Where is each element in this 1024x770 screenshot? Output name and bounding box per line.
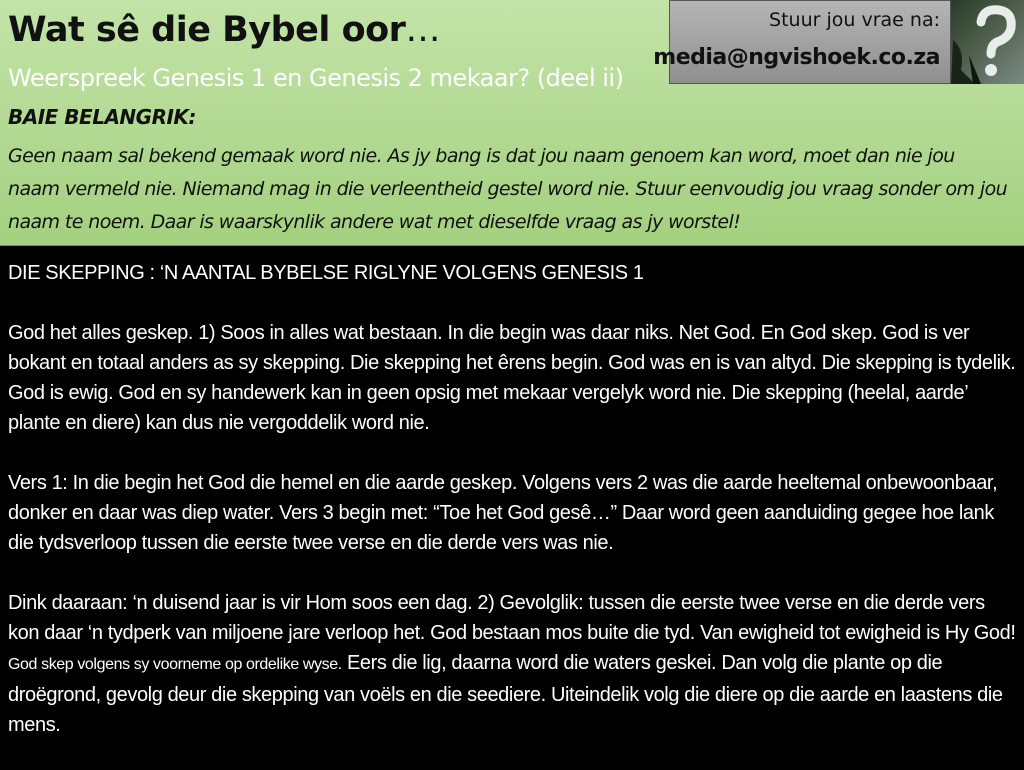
paragraph-1: God het alles geskep. 1) Soos in alles wat bestaan. In die begin was daar niks. Net God. En God skep. God is ver bokant en totaal anders as sy skepping. Die skepping het êrens begin. God was en is van altyd. Die skepping is tydelik. God is ewig. God en sy handewerk kan in geen opsig met mekaar vergelyk word nie. Die skepping (heelal, aarde’ plante en diere) kan dus nie vergoddelik word nie. xyxy=(8,322,1016,434)
paragraph-3 xyxy=(8,588,1016,740)
question-mark-graphic xyxy=(951,0,1024,84)
contact-label: Stuur jou vrae na: xyxy=(769,9,940,31)
important-label: BAIE BELANGRIK: xyxy=(8,105,196,129)
contact-email-link[interactable]: media@ngvishoek.co.za xyxy=(653,45,940,70)
question-mark-image-icon xyxy=(951,0,1024,84)
article-body xyxy=(8,258,1016,770)
paragraph-3-part-b: God skep volgens sy voorneme op ordelike wyse. xyxy=(8,656,342,673)
paragraph-2: Vers 1: In die begin het God die hemel en die aarde geskep. Volgens vers 2 was die aarde heeltemal onbewoonbaar, donker en daar was diep water. Vers 3 begin met: “Toe het God gesê…” Daar word geen aanduiding gegee hoe lank die tydsverloop tussen die eerste twee verse en die derde vers was nie. xyxy=(8,472,998,554)
header-banner xyxy=(0,0,1024,246)
anonymity-notice: Geen naam sal bekend gemaak word nie. As jy bang is dat jou naam genoem kan word, moet dan nie jou naam vermeld nie. Niemand mag in die verleentheid gestel word nie. Stuur eenvoudig jou vraag sonder om jou naam te noem. Daar is waarskynlik andere wat met dieselfde vraag as jy worstel! xyxy=(8,145,1008,233)
page-title xyxy=(8,10,440,50)
page-subtitle: Weerspreek Genesis 1 en Genesis 2 mekaar? (deel ii) xyxy=(8,64,624,92)
title-main: Wat sê die Bybel oor xyxy=(8,10,406,50)
section-heading: DIE SKEPPING : ‘N AANTAL BYBELSE RIGLYNE VOLGENS GENESIS 1 xyxy=(8,262,644,284)
contact-box xyxy=(653,0,951,84)
paragraph-3-part-c: Eers die lig, daarna word die waters geskei. Dan volg die plante op die droëgrond, gevolg deur die skepping van voëls en die seediere. Uiteindelik volg die diere op die aarde en laastens die mens. xyxy=(8,652,1003,736)
paragraph-3-part-a: Dink daaraan: ‘n duisend jaar is vir Hom soos een dag. 2) Gevolglik: tussen die eerste twee verse en die derde vers kon daar ‘n tydperk van miljoene jare verloop het. God bestaan mos buite die tyd. Van ewigheid tot ewigheid is Hy God! xyxy=(8,592,1016,644)
title-ellipsis: … xyxy=(405,10,440,50)
